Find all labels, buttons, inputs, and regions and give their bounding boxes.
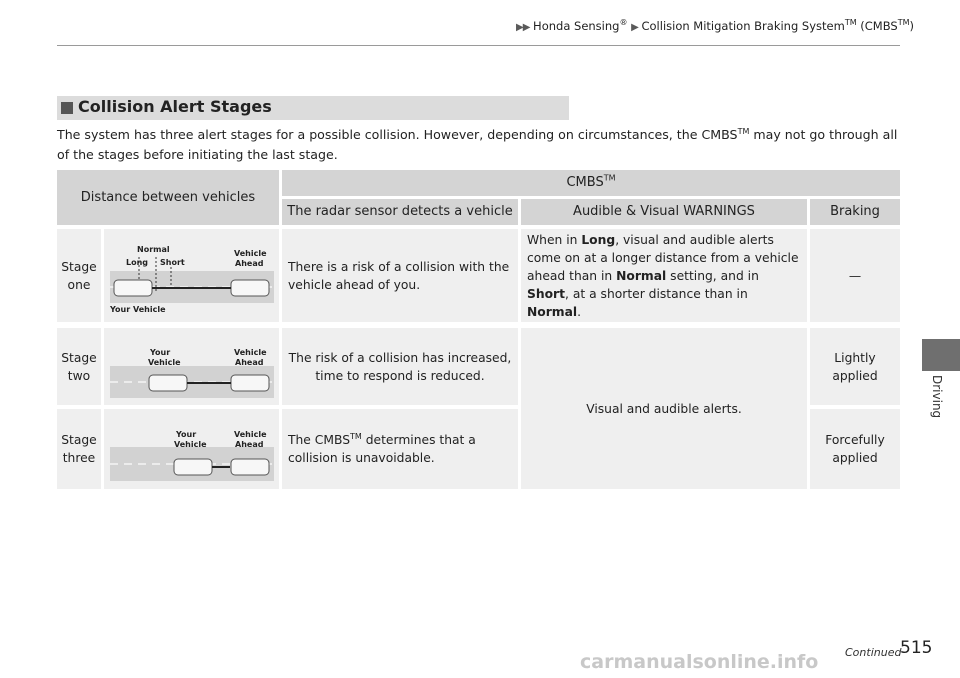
page-number: 515 (900, 638, 933, 658)
stage-one-radar (282, 229, 518, 322)
section-heading (57, 96, 569, 120)
stage-label-text (61, 349, 97, 385)
your-vehicle-label: Vehicle (148, 358, 181, 367)
stage-two-label (57, 328, 101, 405)
intro-paragraph (57, 125, 905, 165)
trademark-mark: TM (350, 431, 362, 441)
section-title: Collision Alert Stages (78, 97, 272, 116)
stage-label-line: Stage (61, 433, 97, 447)
distance-diagram-stage-three (104, 409, 279, 489)
setting-normal: Normal (616, 268, 667, 283)
trademark-mark: TM (737, 126, 750, 136)
distance-diagram-stage-two (104, 328, 279, 405)
stage-label-line: Stage (61, 259, 97, 274)
short-label: Short (160, 258, 185, 267)
stage-three-radar-text (288, 431, 512, 467)
stage-one-diagram (104, 229, 279, 322)
stage-one-warnings (521, 229, 807, 322)
header-text: Distance between vehicles (80, 189, 256, 205)
breadcrumb-item-cmbs[interactable] (641, 19, 914, 33)
setting-normal: Normal (527, 304, 578, 319)
header-braking (810, 199, 900, 225)
chapter-label-text: Driving (930, 375, 944, 419)
chevron-right-icon: ▶▶ (516, 22, 530, 33)
header-text: The radar sensor detects a vehicle (287, 204, 513, 219)
stage-label-line: two (67, 368, 91, 383)
stage-one-warning-text (527, 231, 801, 321)
warning-text: , visual and audible alerts come on at a longer distance from a vehicle ahead than in (527, 232, 799, 283)
chapter-tab[interactable] (922, 339, 960, 371)
radar-text: The CMBS (288, 433, 351, 447)
trademark-mark: TM (897, 18, 910, 28)
your-vehicle-label: Vehicle (174, 440, 207, 449)
vehicle-ahead-icon (231, 459, 269, 475)
vehicle-ahead-label: Ahead (235, 259, 264, 268)
stage-label-line: three (62, 451, 96, 465)
breadcrumb (516, 19, 914, 33)
vehicle-ahead-label: Vehicle (234, 348, 267, 357)
braking-line: applied (832, 368, 878, 383)
trademark-mark: TM (844, 18, 857, 28)
header-warnings (521, 199, 807, 225)
chevron-right-icon: ▶ (631, 22, 638, 33)
header-text: CMBS (566, 175, 604, 190)
your-vehicle-icon (114, 280, 152, 296)
setting-long: Long (581, 232, 616, 247)
stage-three-braking (810, 409, 900, 489)
stage-three-radar (282, 409, 518, 489)
stage-three-diagram (104, 409, 279, 489)
continued-label: Continued (845, 646, 902, 659)
braking-line: Forcefully (825, 433, 885, 447)
warning-text: setting, and in (666, 268, 759, 283)
warning-text: . (577, 304, 582, 319)
watermark: carmanualsonline.info (580, 651, 819, 673)
braking-line: Lightly (834, 350, 876, 365)
braking-text (832, 349, 877, 385)
normal-label: Normal (137, 245, 170, 254)
breadcrumb-text: (CMBS (856, 19, 898, 33)
vehicle-ahead-icon (231, 375, 269, 391)
trademark-mark: TM (603, 173, 616, 183)
header-radar (282, 199, 518, 225)
braking-text (825, 431, 885, 467)
vehicle-ahead-icon (231, 280, 269, 296)
header-text: Audible & Visual WARNINGS (573, 204, 755, 219)
vehicle-ahead-label: Ahead (235, 440, 264, 449)
your-vehicle-icon (174, 459, 212, 475)
your-vehicle-icon (149, 375, 187, 391)
breadcrumb-item-honda-sensing[interactable]: Honda Sensing (533, 19, 620, 33)
warning-text: When in (527, 232, 582, 247)
square-bullet-icon (61, 102, 73, 114)
header-text (566, 174, 615, 192)
vehicle-ahead-label: Ahead (235, 358, 264, 367)
stage-two-diagram (104, 328, 279, 405)
braking-text: — (848, 268, 862, 283)
header-text: Braking (830, 204, 880, 219)
header-divider (57, 45, 900, 46)
breadcrumb-text: Collision Mitigation Braking System (641, 19, 845, 33)
chapter-label (924, 375, 948, 435)
braking-line: applied (832, 451, 878, 465)
stage-two-radar (282, 328, 518, 405)
stage-one-radar-text: There is a risk of a collision with the vehicle ahead of you. (288, 259, 510, 292)
breadcrumb-text: ) (909, 19, 914, 33)
registered-mark: ® (619, 18, 628, 28)
setting-short: Short (527, 286, 566, 301)
warning-text: Visual and audible alerts. (586, 401, 742, 416)
radar-text: determines that a collision is unavoidable. (288, 433, 476, 465)
stage-label-line: Stage (61, 350, 97, 365)
stage-three-label (57, 409, 101, 489)
long-label: Long (126, 258, 149, 267)
stage-label-line: one (67, 277, 91, 292)
stage-label-text (61, 258, 97, 294)
your-vehicle-label: Your (176, 430, 197, 439)
header-distance (57, 170, 279, 225)
intro-text: may not go through all of the stages before initiating the last stage. (57, 127, 898, 162)
stages-two-three-warnings (521, 328, 807, 489)
stage-one-braking (810, 229, 900, 322)
stage-one-label (57, 229, 101, 322)
vehicle-ahead-label: Vehicle (234, 430, 267, 439)
intro-text: The system has three alert stages for a possible collision. However, depending on circumstances, the CMBS (57, 127, 738, 142)
stage-two-radar-text: The risk of a collision has increased, time to respond is reduced. (288, 350, 512, 383)
vehicle-ahead-label: Vehicle (234, 249, 267, 258)
header-cmbs (282, 170, 900, 196)
your-vehicle-label: Your (150, 348, 171, 357)
warning-text: , at a shorter distance than in (565, 286, 748, 301)
stage-two-braking (810, 328, 900, 405)
your-vehicle-label: Your Vehicle (110, 305, 166, 314)
stage-label-text (61, 431, 97, 467)
distance-diagram-long-short (104, 229, 279, 322)
